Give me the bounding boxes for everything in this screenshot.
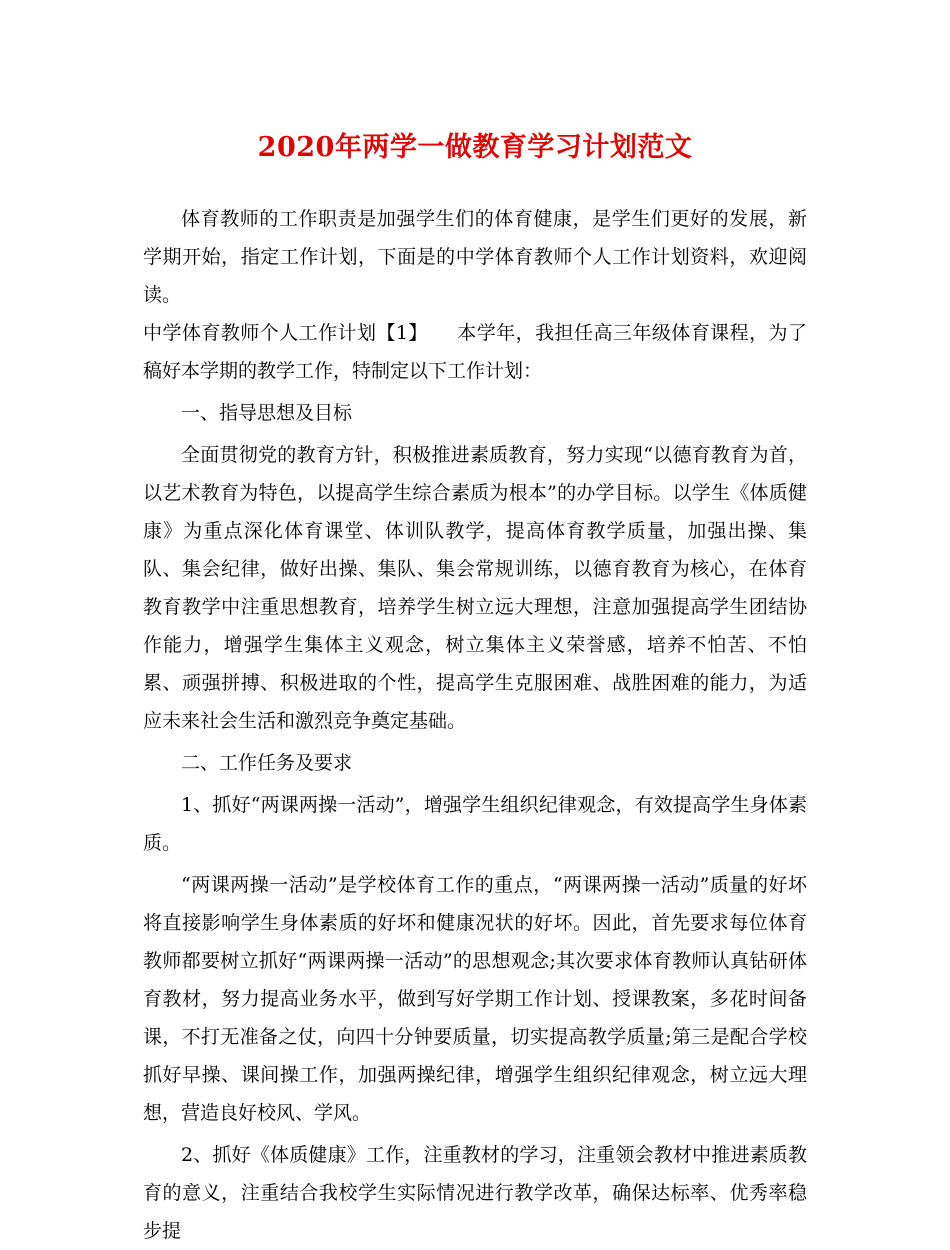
plan-intro-paragraph: 中学体育教师个人工作计划【1】 本学年，我担任高三年级体育课程，为了稿好本学期的教学工作，特制定以下工作计划：: [143, 322, 807, 382]
task-1-detail-paragraph: “两课两操一活动”是学校体育工作的重点，“两课两操一活动”质量的好坏将直接影响学生身体素质的好坏和健康况状的好坏。因此，首先要求每位体育教师都要树立抓好“两课两操一活动”的思想观念;其次要求体育教师认真钻研体育教材，努力提高业务水平，做到写好学期工作计划、授课教案，多花时间备课，不打无准备之仗，向四十分钟要质量，切实提高教学质量;第三是配合学校抓好早操、课间操工作，加强两操纪律，增强学生组织纪律观念，树立远大理想，营造良好校风、学风。: [143, 874, 807, 1124]
section-heading-2: 二、工作任务及要求: [181, 752, 353, 774]
task-1-paragraph: 1、抓好“两课两操一活动”，增强学生组织纪律观念，有效提高学生身体素质。: [143, 794, 807, 854]
section-heading-1: 一、指导思想及目标: [181, 402, 353, 424]
document-title: 2020年两学一做教育学习计划范文: [257, 132, 693, 163]
document-body: [143, 200, 807, 1250]
intro-paragraph: 体育教师的工作职责是加强学生们的体育健康，是学生们更好的发展，新学期开始，指定工作计划，下面是的中学体育教师个人工作计划资料，欢迎阅读。: [143, 208, 807, 306]
task-2-paragraph: 2、抓好《体质健康》工作，注重教材的学习，注重领会教材中推进素质教育的意义，注重结合我校学生实际情况进行教学改革，确保达标率、优秀率稳步提: [143, 1144, 807, 1242]
guiding-paragraph: 全面贯彻党的教育方针，积极推进素质教育，努力实现“以德育教育为首，以艺术教育为特色，以提高学生综合素质为根本”的办学目标。以学生《体质健康》为重点深化体育课堂、体训队教学，提高体育教学质量，加强出操、集队、集会纪律，做好出操、集队、集会常规训练，以德育教育为核心，在体育教育教学中注重思想教育，培养学生树立远大理想，注意加强提高学生团结协作能力，增强学生集体主义观念，树立集体主义荣誉感，培养不怕苦、不怕累、顽强拼搏、积极进取的个性，提高学生克服困难、战胜困难的能力，为适应未来社会生活和激烈竞争奠定基础。: [143, 444, 807, 732]
